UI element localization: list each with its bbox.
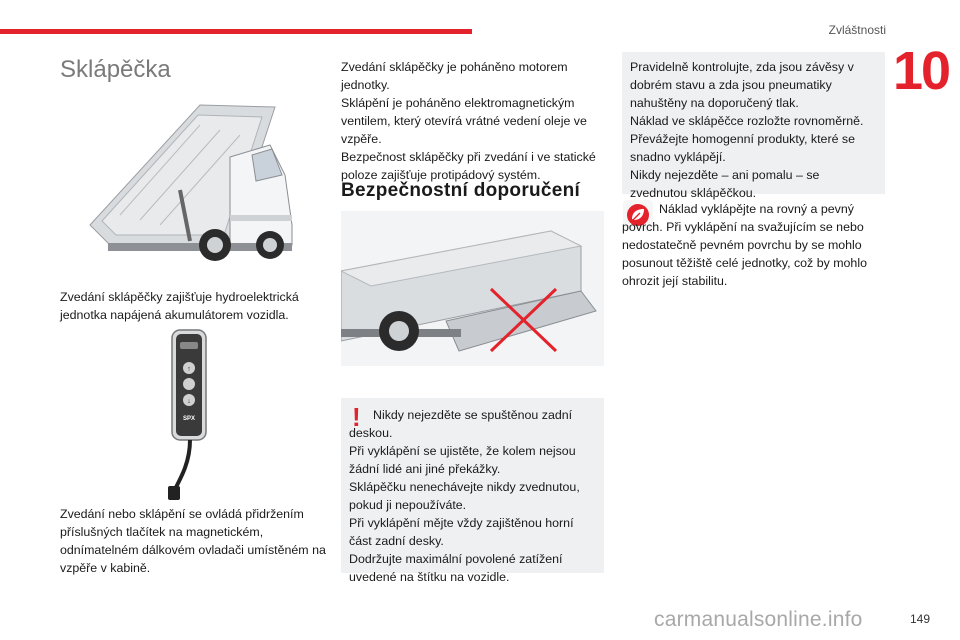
header-accent-bar bbox=[0, 29, 472, 34]
page-number: 149 bbox=[909, 612, 930, 626]
left-paragraph-2: Zvedání nebo sklápění se ovládá přidržením příslušných tlačítek na magnetickém, odnímatelném dálkovém ovladači umístěném na vzpěře v kabině. bbox=[60, 507, 326, 575]
left-paragraph-1: Zvedání sklápěčky zajišťuje hydroelektrická jednotka napájená akumulátorem vozidla. bbox=[60, 290, 299, 322]
info-box-text: Pravidelně kontrolujte, zda jsou závěsy v dobrém stavu a zda jsou pneumatiky nahuštěny na doporučený tlak. Náklad ve sklápěčce rozložte rovnoměrně. Převážejte homogenní produkty, které se snadno vyklápějí. Nikdy nejezděte – ani pomalu – se zvednutou sklápěčkou. bbox=[630, 60, 864, 200]
chapter-number: 10 bbox=[893, 41, 950, 101]
svg-text:↑: ↑ bbox=[187, 366, 191, 373]
section-title: Zvláštnosti bbox=[828, 23, 886, 37]
eco-text-first: Náklad vyklápějte na rovný a pevný povrch. bbox=[622, 202, 854, 234]
section-heading: Bezpečnostní doporučení bbox=[341, 180, 581, 201]
eco-text-rest: Při vyklápění na svažujícím se nebo nedostatečně pevném povrchu by se mohlo posunout těžiště celé jednotky, což by mohlo ohrozit její stabilitu. bbox=[622, 220, 867, 288]
warning-icon: ! bbox=[352, 402, 361, 432]
remote-control-illustration bbox=[160, 326, 220, 504]
middle-paragraph: Zvedání sklápěčky je poháněno motorem jednotky. Sklápění je poháněno elektromagnetickým ventilem, který otevírá vrátné vedení oleje ve vzpěře. Bezpečnost sklápěčky při zvedání i ve statické poloze zajišťuje protipádový systém. bbox=[341, 60, 596, 182]
eco-text bbox=[622, 200, 882, 290]
warning-text: Nikdy nejezděte se spuštěnou zadní deskou. Při vyklápění se ujistěte, že kolem nejsou žádní lidé ani jiné překážky. Sklápěčku nenechávejte nikdy zvednutou, pokud ji nepoužíváte. Při vyklápění mějte vždy zajištěnou horní část zadní desky. Dodržujte maximální povolené zatížení uvedené na štítku na vozidle. bbox=[349, 408, 580, 584]
watermark: carmanualsonline.info bbox=[654, 608, 863, 631]
remote-logo: SPX bbox=[182, 416, 196, 422]
tipper-truck-illustration bbox=[80, 95, 305, 273]
page-title: Sklápěčka bbox=[60, 56, 171, 83]
svg-text:↓: ↓ bbox=[187, 398, 191, 405]
tailgate-warning-illustration bbox=[341, 211, 604, 366]
